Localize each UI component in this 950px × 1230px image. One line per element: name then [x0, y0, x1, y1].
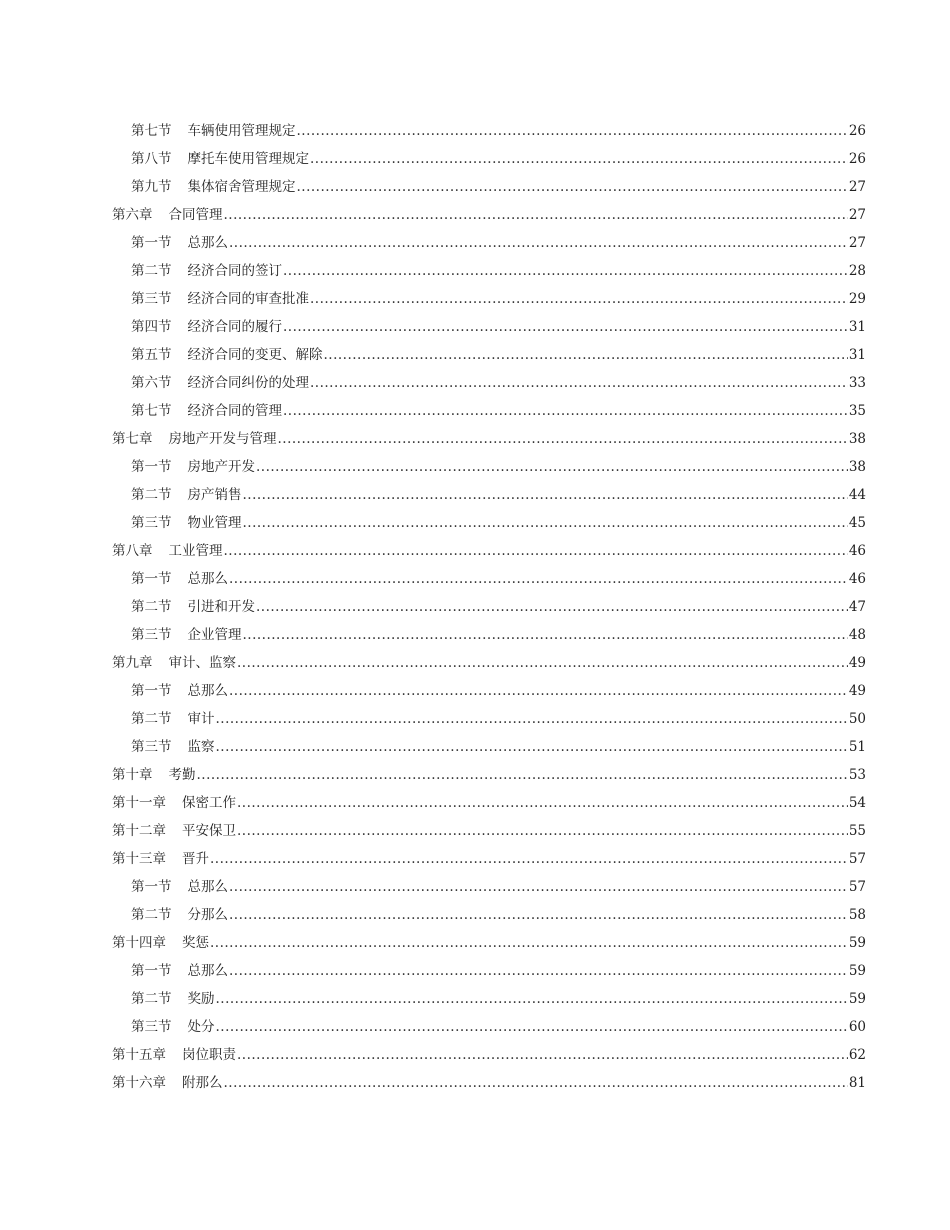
dot-leader — [216, 985, 848, 1013]
toc-entry-label — [131, 453, 255, 481]
toc-chapter-entry[interactable] — [112, 761, 866, 789]
toc-entry-page-number: 59 — [848, 963, 866, 979]
toc-entry-title: 晋升 — [182, 851, 209, 867]
toc-entry-page-number: 46 — [848, 543, 866, 559]
toc-entry-page-number: 26 — [848, 123, 866, 139]
toc-entry-label — [131, 481, 242, 509]
toc-section-entry[interactable] — [112, 313, 866, 341]
toc-entry-page-number: 28 — [848, 263, 866, 279]
dot-leader — [229, 565, 848, 593]
toc-entry-number: 第十一章 — [112, 795, 166, 811]
toc-entry-title: 车辆使用管理规定 — [187, 123, 296, 139]
toc-section-entry[interactable] — [112, 117, 866, 145]
dot-leader — [224, 201, 848, 229]
toc-chapter-entry[interactable] — [112, 817, 866, 845]
toc-entry-title: 经济合同的签订 — [187, 263, 282, 279]
toc-entry-label — [131, 957, 228, 985]
toc-entry-number: 第三节 — [131, 1019, 172, 1035]
toc-section-entry[interactable] — [112, 621, 866, 649]
toc-entry-page-number: 29 — [848, 291, 866, 307]
toc-entry-number: 第二节 — [131, 711, 172, 727]
toc-entry-number: 第二节 — [131, 599, 172, 615]
toc-entry-title: 总那么 — [187, 571, 228, 587]
toc-chapter-entry[interactable] — [112, 1041, 866, 1069]
toc-entry-label — [131, 677, 228, 705]
toc-entry-title: 集体宿舍管理规定 — [187, 179, 296, 195]
toc-section-entry[interactable] — [112, 369, 866, 397]
dot-leader — [229, 901, 848, 929]
toc-entry-page-number: 59 — [848, 991, 866, 1007]
toc-entry-title: 奖励 — [187, 991, 215, 1007]
table-of-contents — [112, 117, 866, 1097]
toc-entry-label — [131, 705, 215, 733]
toc-entry-number: 第三节 — [131, 739, 172, 755]
toc-entry-number: 第二节 — [131, 263, 172, 279]
dot-leader — [310, 145, 848, 173]
toc-entry-title: 经济合同的变更、解除 — [187, 347, 323, 363]
toc-section-entry[interactable] — [112, 145, 866, 173]
toc-entry-title: 总那么 — [187, 683, 228, 699]
toc-entry-number: 第三节 — [131, 291, 172, 307]
toc-entry-number: 第五节 — [131, 347, 172, 363]
toc-entry-label — [112, 789, 236, 817]
toc-entry-label — [131, 229, 228, 257]
toc-entry-title: 引进和开发 — [187, 599, 255, 615]
toc-chapter-entry[interactable] — [112, 201, 866, 229]
toc-entry-label — [112, 1069, 223, 1097]
toc-section-entry[interactable] — [112, 173, 866, 201]
toc-section-entry[interactable] — [112, 1013, 866, 1041]
toc-entry-number: 第十二章 — [112, 823, 166, 839]
dot-leader — [216, 733, 848, 761]
toc-entry-title: 房地产开发 — [187, 459, 255, 475]
toc-entry-number: 第一节 — [131, 963, 172, 979]
dot-leader — [237, 1041, 848, 1069]
dot-leader — [256, 453, 848, 481]
toc-entry-title: 总那么 — [187, 879, 228, 895]
toc-entry-title: 奖惩 — [182, 935, 209, 951]
toc-entry-title: 企业管理 — [187, 627, 242, 643]
dot-leader — [283, 397, 848, 425]
toc-entry-page-number: 49 — [848, 655, 866, 671]
toc-entry-page-number: 57 — [848, 879, 866, 895]
toc-entry-number: 第二节 — [131, 991, 172, 1007]
dot-leader — [243, 509, 848, 537]
toc-entry-page-number: 27 — [848, 207, 866, 223]
toc-entry-number: 第十六章 — [112, 1075, 166, 1091]
toc-entry-label — [131, 397, 282, 425]
toc-entry-page-number: 48 — [848, 627, 866, 643]
toc-entry-page-number: 27 — [848, 179, 866, 195]
toc-entry-page-number: 45 — [848, 515, 866, 531]
toc-entry-title: 经济合同的管理 — [187, 403, 282, 419]
toc-entry-page-number: 60 — [848, 1019, 866, 1035]
toc-entry-title: 平安保卫 — [182, 823, 236, 839]
dot-leader — [310, 369, 848, 397]
toc-section-entry[interactable] — [112, 397, 866, 425]
toc-entry-number: 第三节 — [131, 627, 172, 643]
toc-entry-title: 物业管理 — [187, 515, 242, 531]
toc-entry-label — [131, 145, 309, 173]
toc-entry-number: 第一节 — [131, 235, 172, 251]
toc-entry-title: 审计 — [187, 711, 215, 727]
toc-section-entry[interactable] — [112, 705, 866, 733]
dot-leader — [243, 621, 848, 649]
toc-entry-number: 第一节 — [131, 459, 172, 475]
toc-entry-page-number: 62 — [848, 1047, 866, 1063]
toc-entry-title: 房地产开发与管理 — [168, 431, 277, 447]
toc-entry-page-number: 54 — [848, 795, 866, 811]
toc-section-entry[interactable] — [112, 509, 866, 537]
toc-section-entry[interactable] — [112, 593, 866, 621]
toc-entry-page-number: 59 — [848, 935, 866, 951]
dot-leader — [216, 1013, 848, 1041]
toc-chapter-entry[interactable] — [112, 649, 866, 677]
dot-leader — [237, 789, 848, 817]
dot-leader — [324, 341, 848, 369]
toc-entry-label — [112, 817, 236, 845]
toc-entry-number: 第四节 — [131, 319, 172, 335]
toc-entry-label — [112, 201, 223, 229]
toc-entry-title: 岗位职责 — [182, 1047, 236, 1063]
toc-entry-title: 合同管理 — [168, 207, 223, 223]
dot-leader — [297, 117, 848, 145]
toc-section-entry[interactable] — [112, 957, 866, 985]
toc-entry-title: 经济合同的审查批准 — [187, 291, 309, 307]
dot-leader — [216, 705, 848, 733]
toc-entry-number: 第七节 — [131, 123, 172, 139]
toc-entry-page-number: 55 — [848, 823, 866, 839]
toc-entry-label — [131, 621, 242, 649]
dot-leader — [237, 649, 848, 677]
toc-entry-title: 总那么 — [187, 963, 228, 979]
toc-entry-title: 经济合同的履行 — [187, 319, 282, 335]
dot-leader — [229, 229, 848, 257]
toc-entry-label — [131, 873, 228, 901]
toc-chapter-entry[interactable] — [112, 845, 866, 873]
dot-leader — [229, 957, 848, 985]
toc-entry-label — [131, 341, 323, 369]
toc-entry-page-number: 38 — [848, 431, 866, 447]
dot-leader — [283, 257, 848, 285]
toc-entry-title: 处分 — [187, 1019, 215, 1035]
toc-entry-number: 第六章 — [112, 207, 153, 223]
dot-leader — [243, 481, 848, 509]
toc-entry-title: 分那么 — [187, 907, 228, 923]
toc-section-entry[interactable] — [112, 229, 866, 257]
toc-entry-page-number: 44 — [848, 487, 866, 503]
toc-entry-label — [131, 509, 242, 537]
dot-leader — [229, 677, 848, 705]
toc-entry-number: 第七章 — [112, 431, 153, 447]
toc-entry-number: 第八节 — [131, 151, 172, 167]
toc-entry-page-number: 81 — [848, 1075, 866, 1091]
toc-entry-title: 附那么 — [182, 1075, 223, 1091]
toc-entry-title: 房产销售 — [187, 487, 242, 503]
toc-entry-number: 第九章 — [112, 655, 153, 671]
toc-entry-label — [131, 257, 282, 285]
dot-leader — [278, 425, 848, 453]
toc-entry-label — [131, 1013, 215, 1041]
toc-entry-label — [112, 649, 236, 677]
toc-entry-title: 摩托车使用管理规定 — [187, 151, 309, 167]
toc-entry-number: 第一节 — [131, 571, 172, 587]
toc-section-entry[interactable] — [112, 257, 866, 285]
toc-entry-number: 第十四章 — [112, 935, 166, 951]
toc-entry-number: 第十五章 — [112, 1047, 166, 1063]
dot-leader — [297, 173, 848, 201]
toc-entry-title: 工业管理 — [168, 543, 223, 559]
toc-entry-page-number: 51 — [848, 739, 866, 755]
toc-entry-page-number: 57 — [848, 851, 866, 867]
toc-entry-label — [131, 593, 255, 621]
toc-entry-number: 第八章 — [112, 543, 153, 559]
dot-leader — [229, 873, 848, 901]
dot-leader — [224, 1069, 848, 1097]
toc-entry-page-number: 49 — [848, 683, 866, 699]
toc-entry-title: 经济合同纠份的处理 — [187, 375, 309, 391]
toc-entry-label — [131, 565, 228, 593]
toc-entry-title: 保密工作 — [182, 795, 236, 811]
dot-leader — [210, 929, 848, 957]
toc-entry-page-number: 27 — [848, 235, 866, 251]
dot-leader — [197, 761, 848, 789]
toc-entry-label — [112, 845, 209, 873]
toc-entry-page-number: 31 — [848, 319, 866, 335]
toc-entry-label — [112, 761, 196, 789]
toc-chapter-entry[interactable] — [112, 929, 866, 957]
toc-section-entry[interactable] — [112, 565, 866, 593]
toc-entry-page-number: 26 — [848, 151, 866, 167]
toc-chapter-entry[interactable] — [112, 425, 866, 453]
toc-section-entry[interactable] — [112, 901, 866, 929]
toc-entry-label — [131, 901, 228, 929]
toc-chapter-entry[interactable] — [112, 537, 866, 565]
toc-entry-label — [131, 369, 309, 397]
toc-section-entry[interactable] — [112, 677, 866, 705]
toc-section-entry[interactable] — [112, 733, 866, 761]
toc-entry-page-number: 35 — [848, 403, 866, 419]
dot-leader — [256, 593, 848, 621]
toc-entry-title: 审计、监察 — [168, 655, 236, 671]
toc-entry-label — [112, 1041, 236, 1069]
toc-entry-page-number: 31 — [848, 347, 866, 363]
toc-chapter-entry[interactable] — [112, 789, 866, 817]
toc-section-entry[interactable] — [112, 285, 866, 313]
toc-entry-label — [131, 285, 309, 313]
toc-entry-label — [112, 537, 223, 565]
toc-entry-number: 第九节 — [131, 179, 172, 195]
toc-entry-number: 第二节 — [131, 907, 172, 923]
toc-entry-page-number: 58 — [848, 907, 866, 923]
toc-entry-number: 第十三章 — [112, 851, 166, 867]
toc-entry-label — [131, 733, 215, 761]
toc-entry-number: 第三节 — [131, 515, 172, 531]
toc-entry-title: 总那么 — [187, 235, 228, 251]
toc-entry-number: 第二节 — [131, 487, 172, 503]
toc-entry-number: 第六节 — [131, 375, 172, 391]
toc-entry-label — [131, 173, 296, 201]
toc-entry-label — [131, 117, 296, 145]
dot-leader — [310, 285, 848, 313]
toc-entry-page-number: 47 — [848, 599, 866, 615]
toc-entry-title: 考勤 — [168, 767, 196, 783]
toc-section-entry[interactable] — [112, 453, 866, 481]
toc-entry-label — [112, 929, 209, 957]
toc-entry-title: 监察 — [187, 739, 215, 755]
toc-entry-number: 第一节 — [131, 879, 172, 895]
toc-entry-page-number: 50 — [848, 711, 866, 727]
toc-entry-page-number: 53 — [848, 767, 866, 783]
dot-leader — [283, 313, 848, 341]
toc-chapter-entry[interactable] — [112, 1069, 866, 1097]
toc-section-entry[interactable] — [112, 341, 866, 369]
toc-entry-number: 第七节 — [131, 403, 172, 419]
dot-leader — [224, 537, 848, 565]
toc-section-entry[interactable] — [112, 985, 866, 1013]
toc-section-entry[interactable] — [112, 481, 866, 509]
toc-entry-label — [131, 313, 282, 341]
dot-leader — [237, 817, 848, 845]
toc-entry-page-number: 33 — [848, 375, 866, 391]
toc-entry-number: 第十章 — [112, 767, 153, 783]
toc-entry-page-number: 46 — [848, 571, 866, 587]
toc-entry-label — [131, 985, 215, 1013]
toc-entry-label — [112, 425, 277, 453]
toc-section-entry[interactable] — [112, 873, 866, 901]
dot-leader — [210, 845, 848, 873]
toc-entry-number: 第一节 — [131, 683, 172, 699]
toc-entry-page-number: 38 — [848, 459, 866, 475]
